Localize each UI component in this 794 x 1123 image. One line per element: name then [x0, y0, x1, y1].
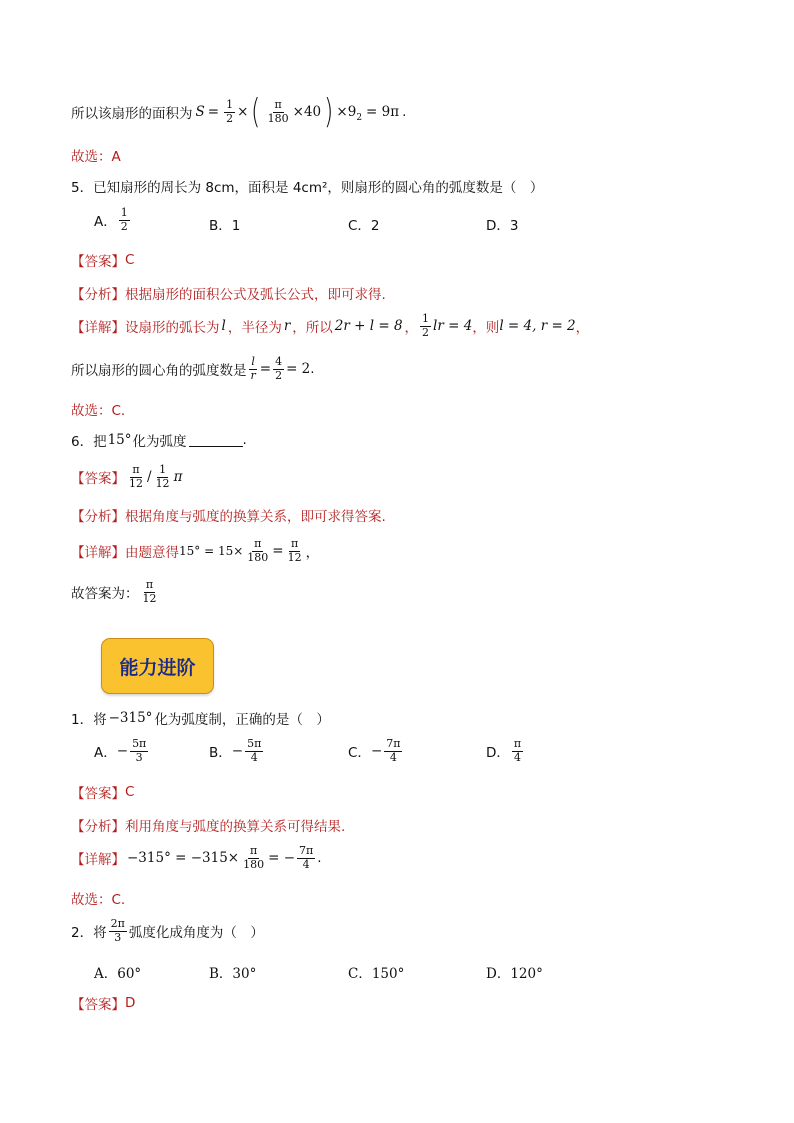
answer-tag: 【答案】: [71, 471, 125, 488]
arc-length-symbol: l: [221, 318, 226, 335]
q5-stem-text: 5．已知扇形的周长为 8cm，面积是 4cm²，则扇形的圆心角的弧度数是（ ）: [71, 180, 544, 196]
q5-detail-line1: [71, 313, 589, 339]
pi-over-180-fraction: $\frac{\pi}{180}$: [267, 97, 289, 125]
a1-pi-180-fraction: $\frac{\pi}{180}$: [243, 844, 265, 871]
prev-choice-line: [71, 145, 121, 165]
q5-detail-line2: [71, 356, 315, 382]
a1-answer: [71, 782, 134, 802]
a1-stem: [71, 708, 330, 728]
a1-option-b-label: B．: [209, 745, 232, 762]
q5-half-fraction: 1 2: [422, 312, 430, 339]
a2-stem-text-b: 弧度化成角度为（ ）: [128, 925, 264, 942]
a1-answer-value: C: [125, 784, 135, 800]
q5-option-a: [94, 207, 132, 233]
detail-tag: 【详解】: [71, 320, 125, 337]
area-intro-text: 所以该扇形的面积为: [71, 106, 193, 122]
slash: /: [147, 469, 152, 486]
comma: ，: [404, 320, 419, 337]
q6-answer-fraction-2: 1 12: [155, 463, 170, 490]
q5-detail-text-d: ，则: [472, 320, 500, 337]
a2-option-c: C．150°: [348, 966, 405, 982]
detail-tag: 【详解】: [71, 545, 125, 562]
a1-conversion-expr: −315° = −315×: [127, 850, 240, 867]
a2-stem-text-a: 2．将: [71, 925, 107, 942]
period: .: [242, 432, 247, 448]
radius-symbol: r: [283, 318, 291, 335]
a1-option-a: [94, 738, 150, 764]
minus-sign: −: [370, 743, 383, 760]
a1-option-c: [348, 738, 404, 764]
right-paren: ): [324, 92, 334, 132]
area-result-value: = 9π: [366, 104, 400, 120]
q6-final-fraction: π 12: [142, 578, 157, 605]
a1-choice: [71, 888, 125, 908]
a2-stem: [71, 918, 264, 944]
a2-2pi-3-fraction: 2π 3: [110, 917, 125, 944]
q5-answer-value: C: [125, 252, 135, 268]
a2-option-a: A．60°: [94, 966, 142, 982]
a1-option-a-label: A．: [94, 745, 117, 762]
q6-degree-value: 15°: [107, 432, 132, 448]
answer-tag: 【答案】: [71, 997, 125, 1013]
times-9-text: ×9: [336, 104, 357, 120]
a1-choice-text: 故选：C.: [71, 892, 126, 908]
q5-option-d: D．3: [486, 218, 519, 234]
q6-analysis: [71, 505, 386, 525]
a1-option-c-fraction: $\frac{7\pi}{4}$: [386, 737, 401, 764]
a1-option-d: [486, 738, 525, 764]
a1-stem-text-b: 化为弧度制，正确的是（ ）: [154, 712, 330, 728]
equals-minus: = −: [268, 850, 296, 867]
q5-detail-text-a: 设扇形的弧长为: [125, 320, 220, 337]
q6-stem: [71, 430, 247, 450]
area-symbol: S: [195, 104, 205, 120]
a1-degree-value: −315°: [108, 710, 153, 726]
q5-choice: [71, 399, 125, 419]
q6-conversion-expr: 15° = 15×: [179, 544, 244, 559]
a1-option-b-fraction: $\frac{5\pi}{4}$: [247, 737, 262, 764]
equals-sign: =: [207, 104, 220, 120]
a1-detail: [71, 845, 322, 871]
analysis-tag: 【分析】: [71, 819, 125, 835]
prev-choice-text: 故选：A: [71, 149, 121, 165]
times-40-text: ×40: [292, 104, 322, 120]
area-equation: lr = 4: [433, 318, 473, 335]
equals-sign: =: [259, 361, 272, 378]
analysis-tag: 【分析】: [71, 287, 125, 303]
q5-option-b: B．1: [209, 218, 241, 234]
left-paren: (: [251, 92, 261, 132]
q5-option-a-fraction: 1 2: [120, 206, 128, 233]
four-over-two-fraction: $\frac{4}{2}$: [275, 355, 283, 382]
equals-sign: =: [272, 543, 284, 560]
a1-7pi-4-fraction: $\frac{7\pi}{4}$: [299, 844, 314, 871]
q6-analysis-text: 根据角度与弧度的换算关系，即可求得答案.: [125, 509, 386, 525]
answer-blank[interactable]: [189, 434, 243, 447]
q5-detail-text-b: ，半径为: [227, 320, 282, 337]
analysis-tag: 【分析】: [71, 509, 125, 525]
a1-analysis-text: 利用角度与弧度的换算关系可得结果.: [125, 819, 346, 835]
a1-option-a-fraction: $\frac{5\pi}{3}$: [132, 737, 147, 764]
q5-option-c: C．2: [348, 218, 380, 234]
q5-detail-line2-text: 所以扇形的圆心角的弧度数是: [71, 363, 247, 380]
q6-answer-fraction-1: π 12: [129, 463, 143, 490]
a1-option-d-label: D．: [486, 745, 510, 762]
q6-detail: [71, 538, 319, 564]
solution-values: l = 4, r = 2: [499, 318, 576, 335]
q6-pi-12-fraction: $\frac{\pi}{12}$: [287, 537, 302, 564]
q6-stem-text-b: 化为弧度: [132, 434, 187, 450]
q5-detail-text-c: ，所以: [292, 320, 333, 337]
q6-detail-text: 由题意得: [125, 545, 179, 562]
a1-option-b: [209, 738, 265, 764]
perimeter-equation: 2r + l = 8: [334, 318, 403, 335]
a1-analysis: [71, 815, 345, 835]
l-over-r-fraction: $\frac{l}{r}$: [250, 355, 256, 382]
q5-choice-text: 故选：C.: [71, 403, 126, 419]
area-result-line: [71, 92, 407, 132]
period: .: [310, 361, 315, 378]
a1-stem-text-a: 1．将: [71, 712, 107, 728]
q6-final-text: 故答案为：: [71, 586, 139, 603]
q5-answer: [71, 250, 134, 270]
a1-option-c-label: C．: [348, 745, 371, 762]
half-fraction: $\frac{1}{2}$: [226, 97, 234, 125]
a1-option-d-fraction: π 4: [513, 737, 522, 764]
a2-answer-value: D: [125, 995, 136, 1011]
q6-final-answer: [71, 579, 161, 605]
a2-option-b: B．30°: [209, 966, 257, 982]
a2-option-d: D．120°: [486, 966, 543, 982]
q6-stem-text-a: 6．把: [71, 434, 107, 450]
answer-tag: 【答案】: [71, 254, 125, 270]
period: .: [402, 104, 407, 120]
q5-analysis: [71, 283, 386, 303]
detail-tag: 【详解】: [71, 852, 125, 869]
comma-end: ，: [575, 320, 590, 337]
minus-sign: −: [231, 743, 244, 760]
comma: ，: [305, 545, 320, 562]
q5-analysis-text: 根据扇形的面积公式及弧长公式，即可求得.: [125, 287, 386, 303]
answer-tag: 【答案】: [71, 786, 125, 802]
minus-sign: −: [116, 743, 129, 760]
q5-option-a-label: A．: [94, 214, 117, 231]
period: .: [317, 850, 322, 867]
section-badge-advanced: [101, 638, 214, 694]
a2-answer: [71, 993, 135, 1013]
section-badge-label: 能力进阶: [119, 656, 196, 679]
square-exponent: 2: [356, 113, 363, 123]
q5-stem: [71, 176, 543, 196]
result-value: = 2: [286, 361, 311, 378]
times-sign: ×: [237, 104, 249, 120]
q6-pi-180-fraction: $\frac{\pi}{180}$: [247, 537, 269, 564]
q6-answer: [71, 464, 182, 490]
pi-symbol: π: [173, 469, 183, 486]
